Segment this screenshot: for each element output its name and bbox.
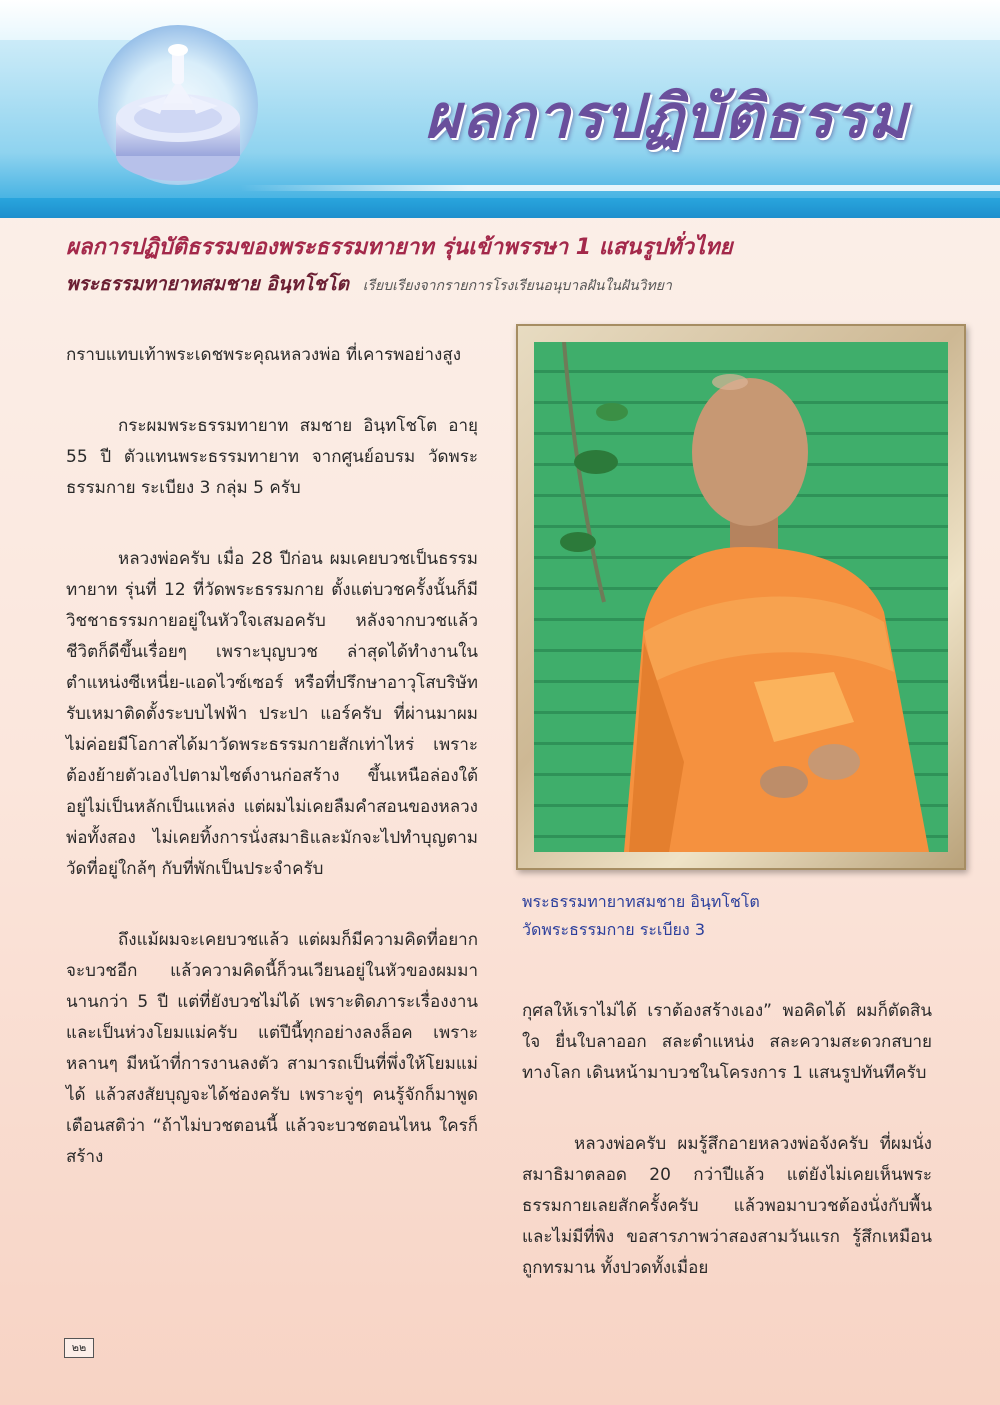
photo-frame [516,324,966,870]
body-paragraph: หลวงพ่อครับ ผมรู้สึกอายหลวงพ่อจังครับ ที่ผมนั่งสมาธิมาตลอด 20 กว่าปีแล้ว แต่ยังไม่เคยเห็นพระธรรมกายเลยสักครั้งครับ แล้วพอมาบวชต้องนั่งกับพื้นและไม่มีที่พิง ขอสารภาพว่าสองสามวันแรก รู้สึกเหมือนถูกทรมาน ทั้งปวดทั้งเมื่อย [522,1134,932,1278]
body-paragraph: กระผมพระธรรมทายาท สมชาย อินฺทโชโต อายุ 55 ปี ตัวแทนพระธรรมทายาท จากศูนย์อบรม วัดพระธรรมกาย ระเบียง 3 กลุ่ม 5 ครับ [66,416,478,498]
header-bottom-band [0,198,1000,218]
greeting-paragraph: กราบแทบเท้าพระเดชพระคุณหลวงพ่อ ที่เคารพอย่างสูง [66,345,462,365]
page-title: ผลการปฏิบัติธรรม [425,82,909,152]
body-paragraph: ถึงแม้ผมจะเคยบวชแล้ว แต่ผมก็มีความคิดที่อยากจะบวชอีก แล้วความคิดนี้ก็วนเวียนอยู่ในหัวของผมมานานกว่า 5 ปี แต่ที่ยังบวชไม่ได้ เพราะติดภาระเรื่องงาน และเป็นห่วงโยมแม่ครับ แต่ปีนี้ทุกอย่างลงล็อค เพราะหลานๆ มีหน้าที่การงานลงตัว สามารถเป็นที่พึ่งให้โยมแม่ได้ แล้วสงสัยบุญจะได้ช่องครับ เพราะจู่ๆ คนรู้จักก็มาพูดเตือนสติว่า “ถ้าไม่บวชตอนนี้ แล้วจะบวชตอนไหน ใครก็สร้าง [66,930,478,1167]
monk-portrait-photo [534,342,948,852]
header-banner [0,0,1000,218]
article-source: เรียบเรียงจากรายการโรงเรียนอนุบาลฝันในฝันวิทยา [362,278,672,294]
header-highlight-line [240,185,1000,191]
body-paragraph: หลวงพ่อครับ เมื่อ 28 ปีก่อน ผมเคยบวชเป็นธรรมทายาท รุ่นที่ 12 ที่วัดพระธรรมกาย ตั้งแต่บวชครั้งนั้นก็มีวิชชาธรรมกายอยู่ในหัวใจเสมอครับ หลังจากบวชแล้ว ชีวิตก็ดีขึ้นเรื่อยๆ เพราะบุญบวช ล่าสุดได้ทำงานในตำแหน่งซีเหนี่ย-แอดไวซ์เซอร์ หรือที่ปรึกษาอาวุโสบริษัทรับเหมาติดตั้งระบบไฟฟ้า ประปา แอร์ครับ ที่ผ่านมาผมไม่ค่อยมีโอกาสได้มาวัดพระธรรมกายสักเท่าไหร่ เพราะต้องย้ายตัวเองไปตามไซต์งานก่อสร้าง ขึ้นเหนือล่องใต้ อยู่ไม่เป็นหลักเป็นแหล่ง แต่ผมไม่เคยลืมคำสอนของหลวงพ่อทั้งสอง ไม่เคยทิ้งการนั่งสมาธิและมักจะไปทำบุญตามวัดที่อยู่ใกล้ๆ กับที่พักเป็นประจำครับ [66,549,478,879]
right-column [522,996,932,1284]
crystal-emblem-icon [88,10,268,190]
monk-figure-icon [534,342,948,852]
article-title: ผลการปฏิบัติธรรมของพระธรรมทายาท รุ่นเข้าพรรษา 1 แสนรูปทั่วไทย [66,235,733,260]
author-name: พระธรรมทายาทสมชาย อินฺทโชโต [66,273,349,295]
caption-line-location: วัดพระธรรมกาย ระเบียง 3 [522,920,706,939]
photo-caption [522,888,962,944]
byline [66,268,946,302]
caption-line-name: พระธรรมทายาทสมชาย อินฺทโชโต [522,892,760,911]
body-paragraph: กุศลให้เราไม่ได้ เราต้องสร้างเอง” พอคิดได้ ผมก็ตัดสินใจ ยื่นใบลาออก สละตำแหน่ง สละความสะดวกสบายทางโลก เดินหน้ามาบวชในโครงการ 1 แสนรูปทันทีครับ [522,1001,932,1083]
left-column [66,340,478,1213]
page-number: ๒๒ [64,1338,94,1358]
